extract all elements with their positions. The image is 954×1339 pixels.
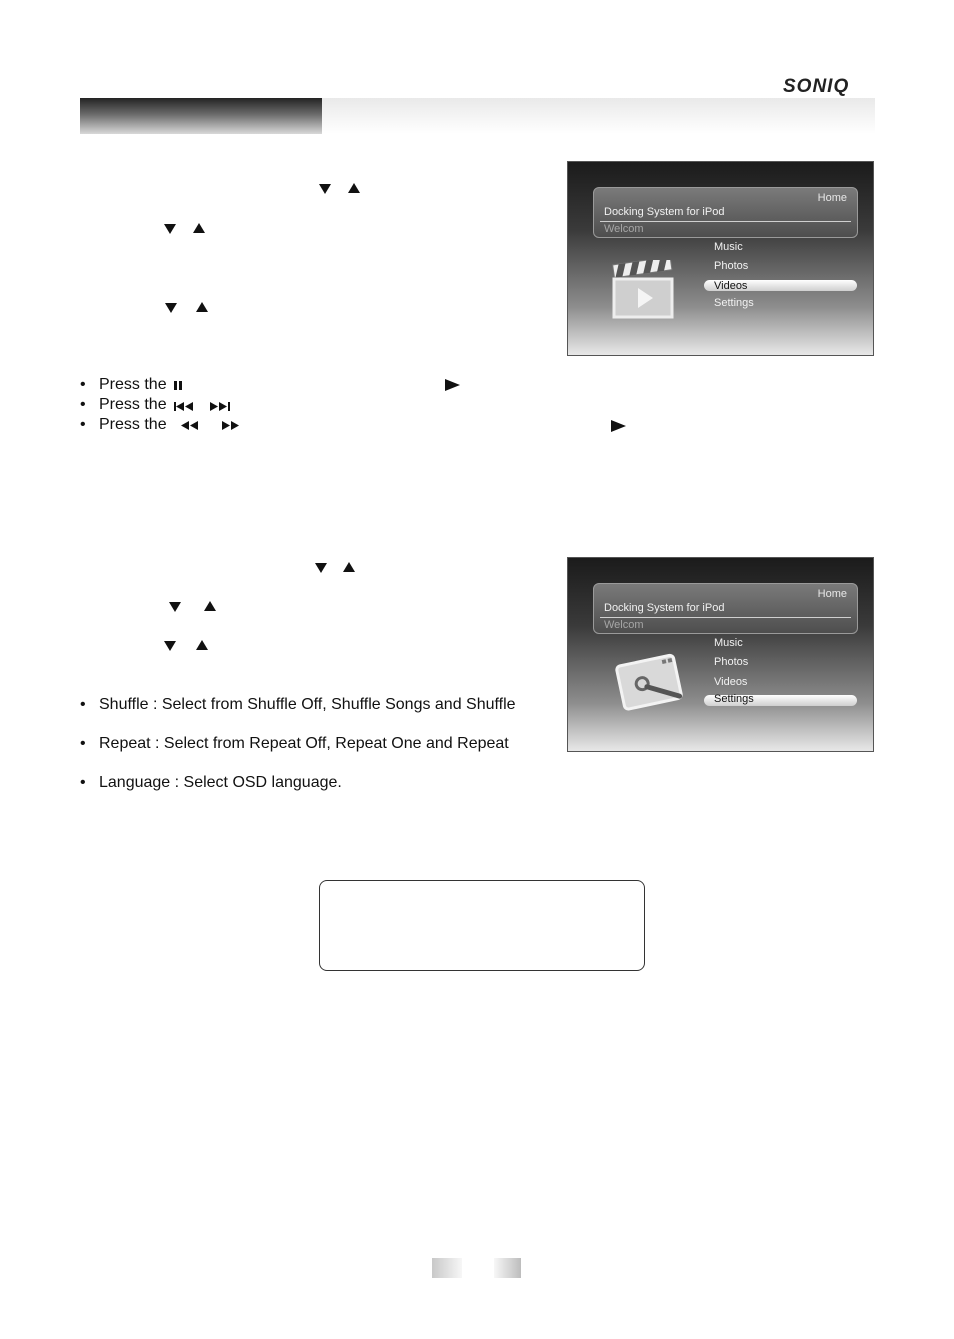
- menu-item-settings[interactable]: Settings: [714, 693, 754, 705]
- rewind-icon: [181, 421, 199, 430]
- menu-item-music[interactable]: Music: [714, 637, 743, 649]
- play-icon: [445, 379, 460, 391]
- list-item: • Press the: [80, 396, 167, 413]
- triangle-up-icon: [343, 562, 355, 572]
- screen-videos-menu: [567, 161, 874, 356]
- triangle-up-icon: [196, 302, 208, 312]
- screen-title: Docking System for iPod: [604, 602, 725, 614]
- screen-header-panel: [593, 187, 858, 238]
- triangle-down-icon: [315, 563, 327, 573]
- clapperboard-icon: [610, 260, 676, 320]
- menu-item-videos[interactable]: Videos: [714, 280, 748, 292]
- skip-next-icon: [210, 402, 230, 411]
- triangle-down-icon: [165, 303, 177, 313]
- note-box: [319, 880, 645, 971]
- bullet-text: Language : Select OSD language.: [99, 774, 342, 791]
- list-item: • Press the: [80, 376, 167, 393]
- divider: [600, 617, 851, 618]
- page-number-tab-left: [432, 1258, 462, 1278]
- page-number-tab-right: [494, 1258, 521, 1278]
- screen-title: Docking System for iPod: [604, 206, 725, 218]
- triangle-down-icon: [164, 641, 176, 651]
- play-icon: [611, 420, 626, 432]
- pause-icon-bar: [179, 381, 182, 390]
- triangle-up-icon: [196, 640, 208, 650]
- menu-item-photos[interactable]: Photos: [714, 656, 749, 668]
- menu-item-photos[interactable]: Photos: [714, 260, 749, 272]
- bullet-text: Repeat : Select from Repeat Off, Repeat One and Repeat: [99, 735, 509, 752]
- triangle-down-icon: [164, 224, 176, 234]
- pause-icon: [174, 381, 177, 390]
- list-item: • Press the: [80, 416, 167, 433]
- brand-logo: SONIQ: [783, 76, 850, 97]
- welcome-label: Welcom: [604, 619, 644, 631]
- screen-header-panel: [593, 583, 858, 634]
- triangle-up-icon: [204, 601, 216, 611]
- bullet-text: Shuffle : Select from Shuffle Off, Shuffle Songs and Shuffle: [99, 696, 516, 713]
- bullet-text: Press the: [99, 376, 167, 393]
- triangle-up-icon: [348, 183, 360, 193]
- bullet-text: Press the: [99, 396, 167, 413]
- screen-settings-menu: [567, 557, 874, 752]
- welcome-label: Welcom: [604, 223, 644, 235]
- divider: [600, 221, 851, 222]
- wrench-window-icon: [614, 650, 692, 714]
- list-item: • Language : Select OSD language.: [80, 774, 342, 791]
- fast-forward-icon: [222, 421, 240, 430]
- menu-item-videos[interactable]: Videos: [714, 676, 748, 688]
- home-label: Home: [817, 588, 847, 600]
- header-tab: [80, 98, 322, 134]
- bullet-text: Press the: [99, 416, 167, 433]
- list-item: • Shuffle : Select from Shuffle Off, Shuffle Songs and Shuffle: [80, 696, 516, 713]
- skip-previous-icon: [174, 402, 194, 411]
- triangle-up-icon: [193, 223, 205, 233]
- menu-item-music[interactable]: Music: [714, 241, 743, 253]
- triangle-down-icon: [169, 602, 181, 612]
- menu-item-settings[interactable]: Settings: [714, 297, 754, 309]
- home-label: Home: [817, 192, 847, 204]
- list-item: • Repeat : Select from Repeat Off, Repeat One and Repeat: [80, 735, 509, 752]
- triangle-down-icon: [319, 184, 331, 194]
